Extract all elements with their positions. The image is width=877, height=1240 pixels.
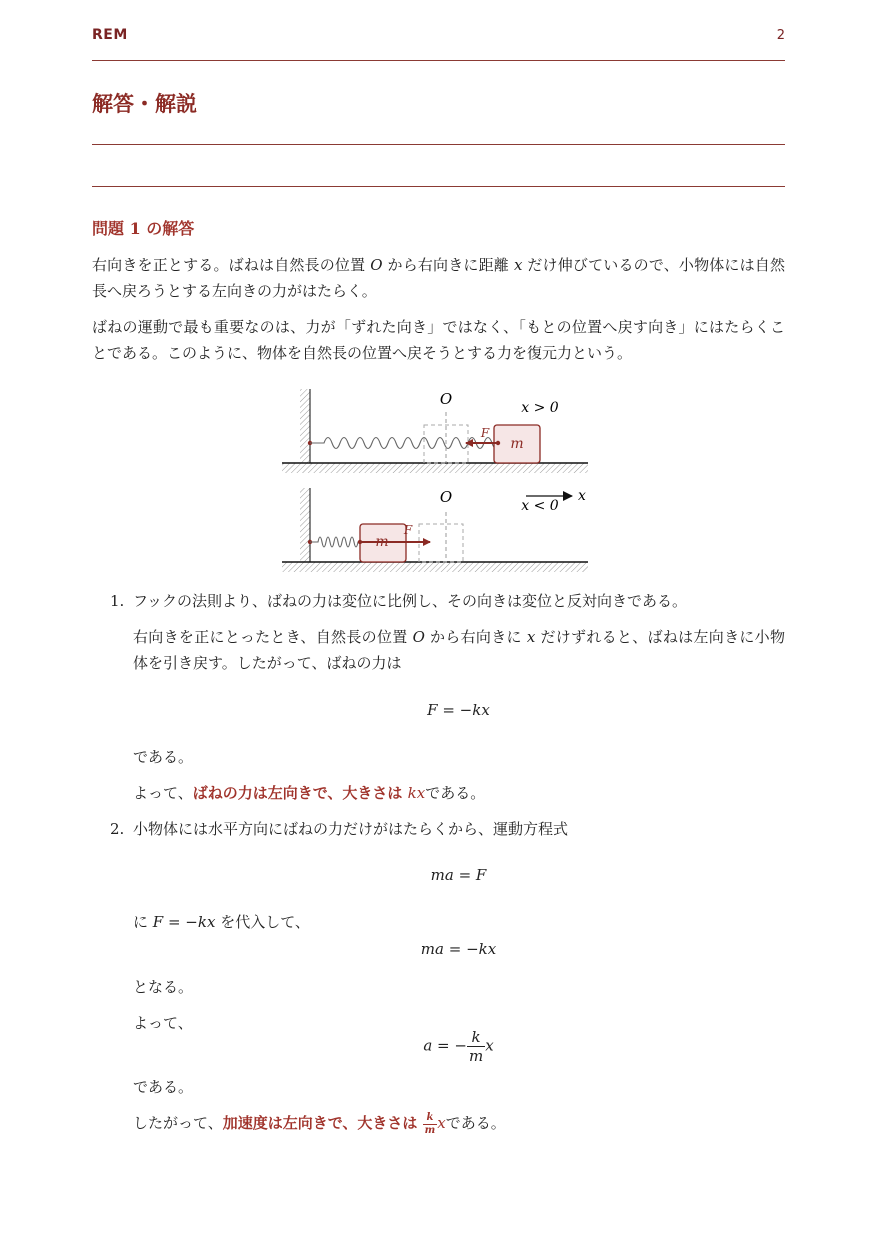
item-1-conclusion: よって、ばねの力は左向きで、大きさは kxである。 bbox=[133, 784, 486, 802]
title-rule bbox=[92, 144, 785, 145]
item-2-number: 2. bbox=[110, 820, 125, 838]
item-2-after-2: である。 bbox=[133, 1078, 194, 1096]
floor-hatch bbox=[282, 463, 588, 473]
item-2-substitute: に F = −kx を代入して、 bbox=[133, 913, 310, 931]
wall-hatch bbox=[300, 389, 310, 463]
spring-compressed bbox=[310, 537, 360, 547]
item-2-so: よって、 bbox=[133, 1014, 193, 1032]
figure-top-panel bbox=[282, 389, 588, 473]
page-title: 解答・解説 bbox=[92, 91, 197, 116]
item-1-lead: フックの法則より、ばねの力は変位に比例し、その向きは変位と反対向きである。 bbox=[133, 592, 687, 610]
floor-hatch bbox=[282, 562, 588, 572]
wall-hatch bbox=[300, 488, 310, 562]
equation-hooke: F = −kx bbox=[427, 701, 490, 719]
item-1-number: 1. bbox=[110, 592, 125, 610]
force-label-bottom: F bbox=[403, 523, 413, 537]
equation-newton: ma = F bbox=[430, 866, 487, 884]
running-header bbox=[92, 27, 785, 47]
item-2-conclusion: したがって、加速度は左向きで、大きさは $\frac{k}{m}$ xである。 bbox=[133, 1111, 506, 1136]
page-number: 2 bbox=[776, 28, 785, 43]
equation-ma-kx: ma = −kx bbox=[420, 940, 497, 958]
brand-label: REM bbox=[92, 27, 128, 43]
equation-acceleration: a = − $\frac{k}{m}$ x bbox=[423, 1028, 494, 1065]
origin-label-top: O bbox=[439, 390, 453, 408]
section-title: 問題 1 の解答 bbox=[92, 219, 195, 238]
condition-label-top: x > 0 bbox=[521, 400, 559, 416]
header-rule bbox=[92, 60, 785, 61]
mass-label-bottom: m bbox=[375, 534, 389, 550]
item-1-paragraph: 右向きを正にとったとき、自然長の位置 O から右向きに x だけずれると、ばねは左向きに小物体を引き戻す。したがって、ばねの力は bbox=[133, 628, 785, 672]
intro-paragraph-1: 右向きを正とする。ばねは自然長の位置 O から右向きに距離 x だけ伸びているので、小物体には自然長へ戻ろうとする左向きの力がはたらく。 bbox=[92, 256, 785, 300]
section-rule bbox=[92, 186, 785, 187]
item-2-after-1: となる。 bbox=[133, 978, 194, 996]
intro-paragraph-2: ばねの運動で最も重要なのは、力が「ずれた向き」ではなく、「もとの位置へ戻す向き」にはたらくことである。このように、物体を自然長の位置へ戻そうとする力を復元力という。 bbox=[92, 318, 785, 362]
condition-label-bottom: x < 0 bbox=[521, 498, 559, 514]
mass-label-top: m bbox=[510, 436, 524, 452]
force-origin-dot-bottom bbox=[358, 540, 362, 544]
item-1-after: である。 bbox=[133, 748, 194, 766]
item-2-lead: 小物体には水平方向にばねの力だけがはたらくから、運動方程式 bbox=[133, 820, 569, 838]
axis-label: x bbox=[578, 488, 586, 504]
spring-diagram bbox=[278, 384, 598, 576]
force-origin-dot-top bbox=[496, 441, 500, 445]
figure-bottom-panel bbox=[282, 488, 588, 572]
page bbox=[92, 0, 785, 1240]
origin-label-bottom: O bbox=[439, 488, 453, 506]
force-label-top: F bbox=[480, 426, 490, 440]
